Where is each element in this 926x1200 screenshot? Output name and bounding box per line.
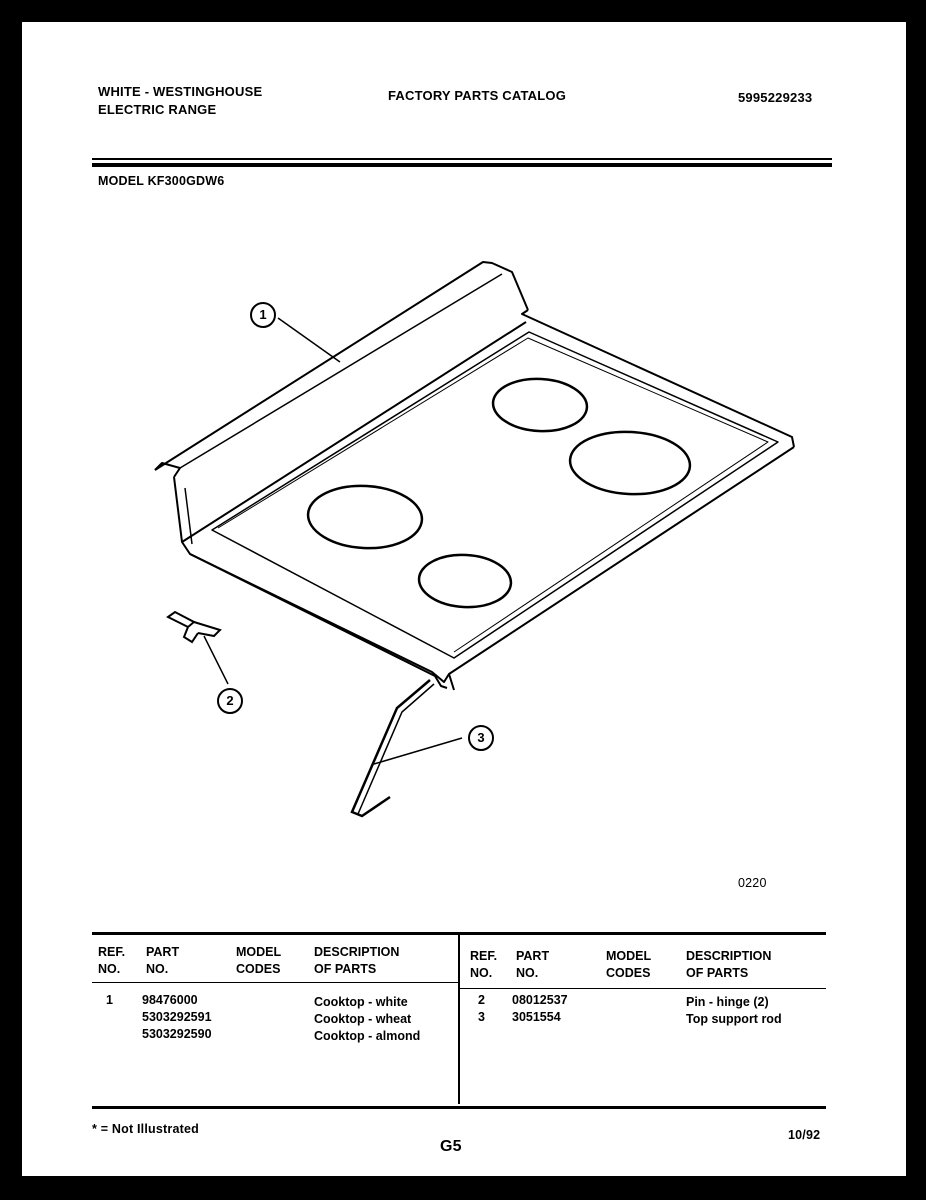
row-description: Top support rod — [686, 1012, 782, 1026]
header-part-no-left: PART NO. — [146, 945, 180, 976]
support-rod-drawing — [352, 680, 434, 816]
row-part-number: 08012537 — [512, 993, 568, 1007]
brand-line-2: ELECTRIC RANGE — [98, 102, 217, 117]
model-label: MODEL KF300GDW6 — [98, 174, 225, 188]
table-divider — [458, 934, 460, 1104]
row-ref: 3 — [478, 1010, 485, 1024]
burner-opening-front-left — [306, 483, 423, 551]
not-illustrated-note: * = Not Illustrated — [92, 1122, 199, 1136]
brand-line-1: WHITE - WESTINGHOUSE — [98, 84, 263, 99]
header-ref-no-left: REF. NO. — [98, 945, 126, 976]
hinge-pin-drawing — [168, 612, 220, 642]
row-ref: 2 — [478, 993, 485, 1007]
callout-1: 1 — [250, 302, 276, 328]
header-model-codes-left: MODEL CODES — [236, 945, 282, 976]
header-part-no-right: PART NO. — [516, 949, 550, 980]
table-header-rule-right — [460, 988, 826, 989]
backsplash — [155, 262, 528, 470]
catalog-number: 5995229233 — [738, 90, 813, 105]
table-header-rule-left — [92, 982, 458, 983]
header-description-right: DESCRIPTION OF PARTS — [686, 949, 772, 980]
row-part-number: 3051554 — [512, 1010, 561, 1024]
cooktop-outline — [174, 447, 794, 682]
callout-2: 2 — [217, 688, 243, 714]
catalog-date: 10/92 — [788, 1128, 821, 1142]
catalog-title: FACTORY PARTS CATALOG — [388, 88, 567, 103]
catalog-page — [22, 22, 906, 1176]
drawing-code: 0220 — [738, 876, 767, 890]
row-ref: 1 — [106, 993, 113, 1007]
header-description-left: DESCRIPTION OF PARTS — [314, 945, 400, 976]
page-number: G5 — [440, 1138, 462, 1155]
header-ref-no-right: REF. NO. — [470, 949, 498, 980]
table-bottom-rule — [92, 1106, 826, 1109]
burner-opening-front-right — [418, 553, 513, 610]
burner-opening-back-left — [492, 377, 589, 434]
row-descriptions: Cooktop - white Cooktop - wheat Cooktop - almond — [314, 995, 421, 1043]
callout-3: 3 — [468, 725, 494, 751]
row-description: Pin - hinge (2) — [686, 995, 769, 1009]
cooktop-exploded-diagram — [22, 22, 906, 922]
header-model-codes-right: MODEL CODES — [606, 949, 652, 980]
row-part-numbers: 98476000 5303292591 5303292590 — [142, 993, 212, 1041]
burner-opening-back-right — [568, 429, 691, 497]
